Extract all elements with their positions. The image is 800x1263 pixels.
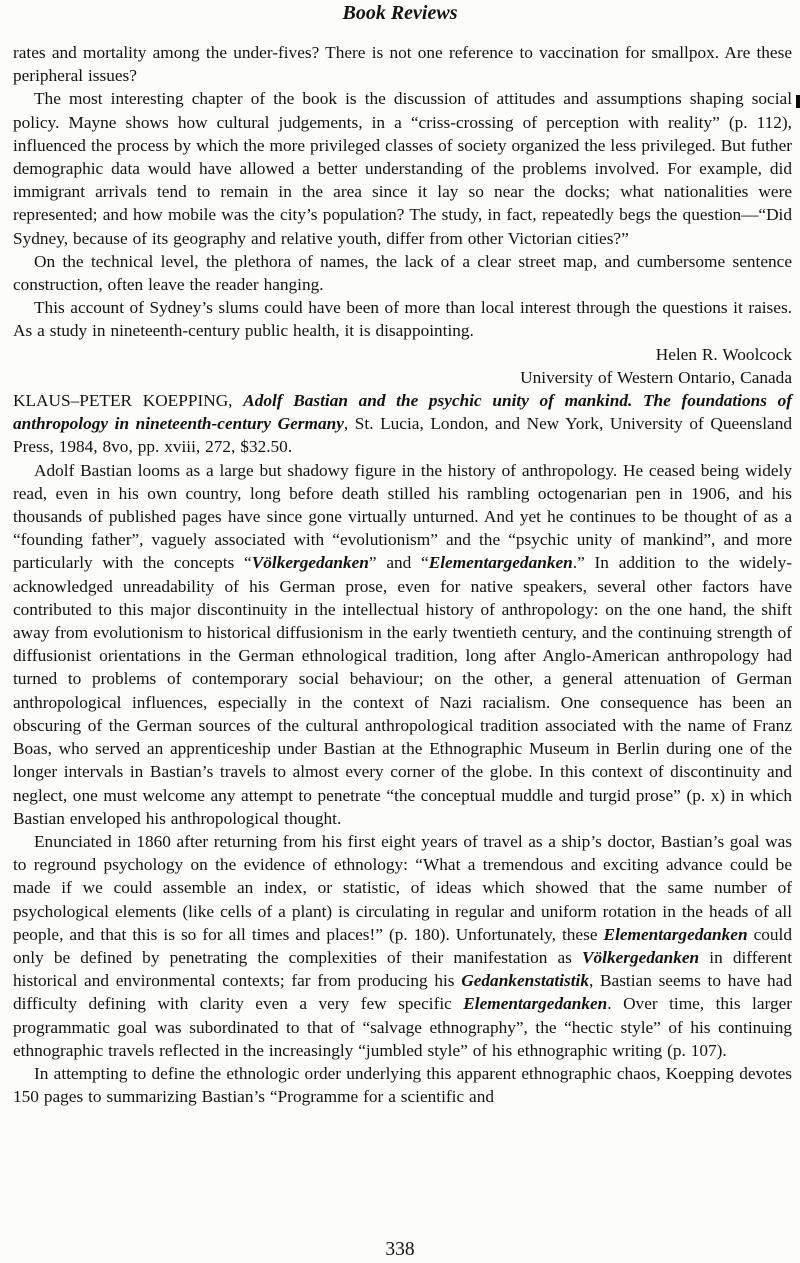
- reviewer-name: Helen R. Woolcock: [655, 344, 792, 364]
- text-segment: Adolf Bastian looms as a large but shadowy figure in the history of anthropology. He ceased being widely read, even in his own country, long before death stilled his rambling octogenarian pen in 1906, and his thousands of published pages have since gone virtually unturned. And yet he continues to be thought of as a “founding father”, vaguely associated with “evolutionism” and the “psychic unity of mankind”, and more particularly with the concepts “: [13, 460, 792, 573]
- running-head: Book Reviews: [342, 2, 458, 24]
- review1-paragraph-2: The most interesting chapter of the book is the discussion of attitudes and assumptions shaping social policy. Mayne shows how cultural judgements, in a “criss-crossing of perception with reality” (p. 112), influenced the process by which the more privileged classes of society organized the less privileged. But futher demographic data would have allowed a better understanding of the problems involved. For example, did immigrant arrivals tend to remain in the area since it lay so near the docks; what nationalities were represented; and how mobile was the city’s population? The study, in fact, repeatedly begs the question—“Did Sydney, because of its geography and relative youth, differ from other Victorian cities?”: [13, 89, 792, 248]
- review2-paragraph-2: [13, 830, 792, 1062]
- review1-continuation-paragraph: rates and mortality among the under-fives? There is not one reference to vaccination for smallpox. Are these peripheral issues?: [13, 43, 792, 86]
- text-segment: In attempting to define the ethnologic order underlying this apparent ethnographic chaos, Koepping devotes 150 pages to summarizing Bastian’s “Programme for a scientific and: [13, 1063, 792, 1107]
- text-segment: , St. Lucia, London, and New York, University of Queensland Press, 1984, 8vo, pp. xviii, 272, $32.50.: [13, 414, 792, 457]
- page-body: [13, 41, 792, 1108]
- text-segment: KLAUS–PETER KOEPPING,: [13, 391, 244, 411]
- italic-text-segment: Völkergedanken: [251, 553, 369, 573]
- text-segment: could only be defined by penetrating the complexities of their manifestation as: [13, 924, 792, 967]
- reviewer-signature-block: [13, 343, 792, 389]
- review2-paragraph-3: [13, 1062, 792, 1108]
- italic-text-segment: Elementargedanken: [603, 924, 748, 944]
- review2-citation: [13, 389, 792, 459]
- review2-paragraph-1: [13, 459, 792, 830]
- page-number: 338: [385, 1239, 415, 1260]
- italic-text-segment: Elementargedanken: [463, 994, 608, 1014]
- italic-text-segment: Adolf Bastian and the psychic unity of mankind. The foundations of anthropology in nineteenth-century Germany: [13, 391, 793, 434]
- scan-artifact: [796, 95, 800, 108]
- text-segment: , Bastian seems to have had difficulty defining with clarity even a very few specific: [13, 971, 792, 1014]
- text-segment: ” and “: [368, 553, 429, 573]
- review1-paragraph-3: On the technical level, the plethora of names, the lack of a clear street map, and cumbersome sentence construction, often leave the reader hanging.: [13, 251, 792, 295]
- text-segment: Enunciated in 1860 after returning from his first eight years of travel as a ship’s doctor, Bastian’s goal was to reground psychology on the evidence of ethnology: “What a tremendous and exciting advance could be made if we could assemble an index, or statistic, of ideas which showed that the same number of psychological elements (like cells of a plant) is circulating in regular and uniform rotation in the heads of all people, and that this is so for all times and places!” (p. 180). Unfortunately, these: [13, 831, 792, 944]
- italic-text-segment: Völkergedanken: [582, 947, 700, 967]
- text-segment: .” In addition to the widely-acknowledged unreadability of his German prose, even for native speakers, several other factors have contributed to this major discontinuity in the intellectual history of anthropology: on the one hand, the shift away from evolutionism to historical diffusionism in the early twentieth century, and the continuing strength of diffusionist orientations in the German ethnological tradition, long after Anglo-American anthropology had turned to problems of contemporary social behaviour; on the other, a general attenuation of German anthropological influences, especially in the context of Nazi racialism. One consequence has been an obscuring of the German sources of the cultural anthropological tradition associated with the name of Franz Boas, who served an apprenticeship under Bastian at the Ethnographic Museum in Berlin during one of the longer intervals in Bastian’s travels to almost every corner of the globe. In this context of discontinuity and neglect, one must welcome any attempt to penetrate “the conceptual muddle and turgid prose” (p. x) in which Bastian enveloped his anthropological thought.: [13, 553, 793, 828]
- italic-text-segment: Gedankenstatistik: [461, 971, 589, 991]
- review1-paragraph-4: This account of Sydney’s slums could have been of more than local interest through the questions it raises. As a study in nineteenth-century public health, it is disappointing.: [13, 298, 792, 341]
- reviewer-affiliation: University of Western Ontario, Canada: [520, 367, 792, 387]
- text-segment: in different historical and environmental contexts; far from producing his: [13, 947, 792, 991]
- italic-text-segment: Elementargedanken: [428, 553, 573, 573]
- text-segment: . Over time, this larger programmatic goal was subordinated to that of “salvage ethnography”, the “hectic style” of his continuing ethnographic travels reflected in the increasingly “jumbled style” of his ethnographic writing (p. 107).: [13, 994, 793, 1060]
